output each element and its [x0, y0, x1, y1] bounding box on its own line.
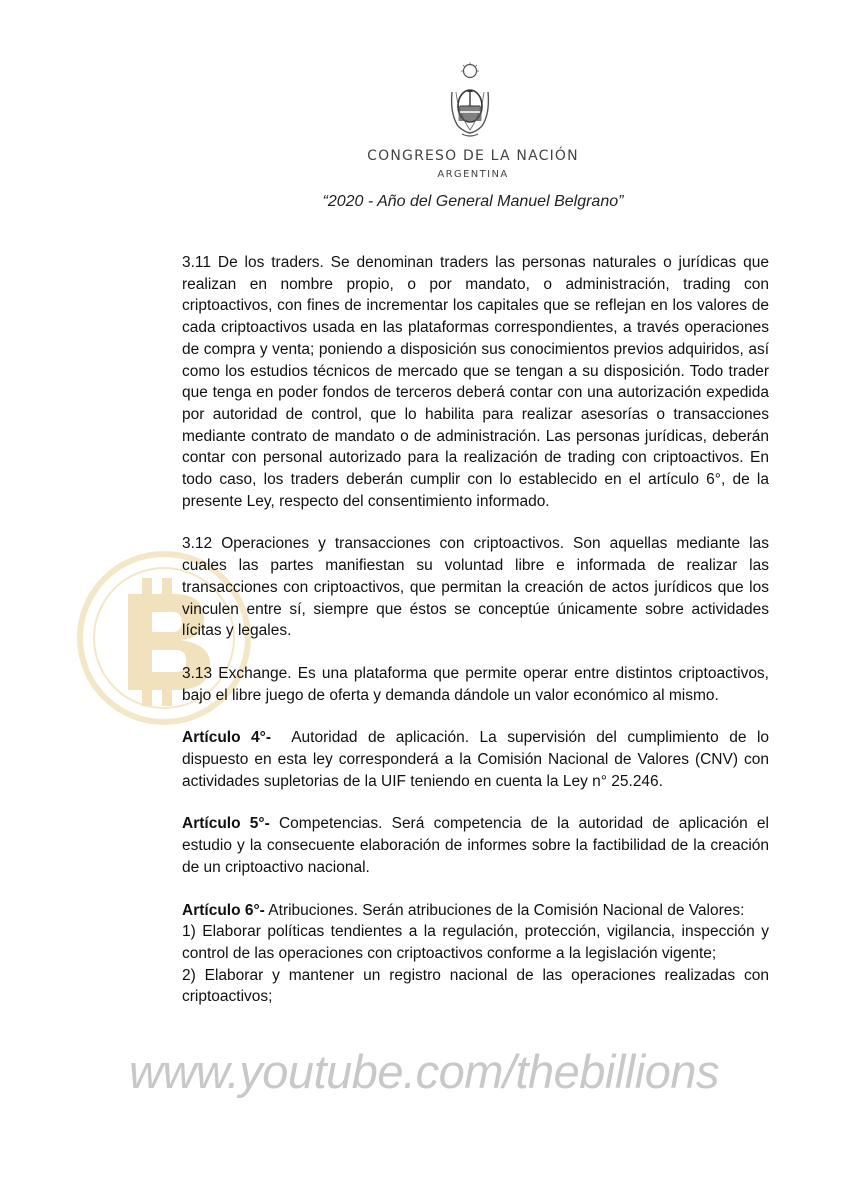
document-motto: “2020 - Año del General Manuel Belgrano”	[322, 193, 624, 210]
article-5-heading: Artículo 5°-	[182, 815, 270, 833]
document-body	[182, 252, 774, 1008]
youtube-watermark: www.youtube.com/thebillions	[129, 1045, 719, 1098]
article-6-item-2: 2) Elaborar y mantener un registro nacional de las operaciones realizadas con criptoactivos;	[182, 966, 769, 1006]
article-5-text: Competencias. Será competencia de la autoridad de aplicación el estudio y la consecuente elaboración de informes sobre la factibilidad de la creación de un criptoactivo nacional.	[182, 815, 774, 876]
paragraph-3-12: 3.12 Operaciones y transacciones con criptoactivos. Son aquellas mediante las cuales las partes manifiestan su voluntad libre e informada de realizar las transacciones con criptoactivos, que permitan la creación de actos jurídicos que los vinculen entre sí, siempre que éstos se conceptúe únicamente sobre actividades lícitas y legales.	[182, 535, 769, 640]
article-5	[182, 813, 774, 878]
article-4-heading: Artículo 4°-	[182, 729, 272, 747]
article-4-text: Autoridad de aplicación. La supervisión del cumplimiento de lo dispuesto en esta ley corresponderá a la Comisión Nacional de Valores (CNV) con actividades supletorias de la UIF teniendo en cuenta la Ley n° 25.246.	[182, 729, 774, 790]
paragraph-3-13: 3.13 Exchange. Es una plataforma que permite operar entre distintos criptoactivos, bajo el libre juego de oferta y demanda dándole un valor económico al mismo.	[182, 664, 769, 704]
article-6	[182, 900, 769, 922]
article-6-heading: Artículo 6°-	[182, 901, 265, 919]
article-6-text: Atribuciones. Serán atribuciones de la Comisión Nacional de Valores:	[264, 901, 745, 919]
paragraph-3-11: 3.11 De los traders. Se denominan traders las personas naturales o jurídicas que realizan en nombre propio, o por mandato, o administración, trading con criptoactivos, con fines de incrementar los capitales que se reflejan en los valores de cada criptoactivos usada en las plataformas correspondientes, a través operaciones de compra y venta; poniendo a disposición sus conocimientos previos adquiridos, así como los estudios técnicos de mercado que se tengan a su disposición. Todo trader que tenga en poder fondos de terceros deberá contar con una autorización expedida por autoridad de control, que lo habilita para realizar asesorías o transacciones mediante contrato de mandato o de administración. Las personas jurídicas, deberán contar con personal autorizado para la realización de trading con criptoactivos. En todo caso, los traders deberán cumplir con lo establecido en el artículo 6°, de la presente Ley, respecto del consentimiento informado.	[182, 254, 769, 510]
organization-name: CONGRESO DE LA NACIÓN	[367, 148, 579, 164]
article-4	[182, 727, 774, 792]
article-6-item-1: 1) Elaborar políticas tendientes a la regulación, protección, vigilancia, inspección y control de las operaciones con criptoactivos conforme a la legislación vigente;	[182, 923, 769, 962]
coat-of-arms-icon	[446, 62, 494, 138]
organization-country: ARGENTINA	[437, 169, 509, 180]
